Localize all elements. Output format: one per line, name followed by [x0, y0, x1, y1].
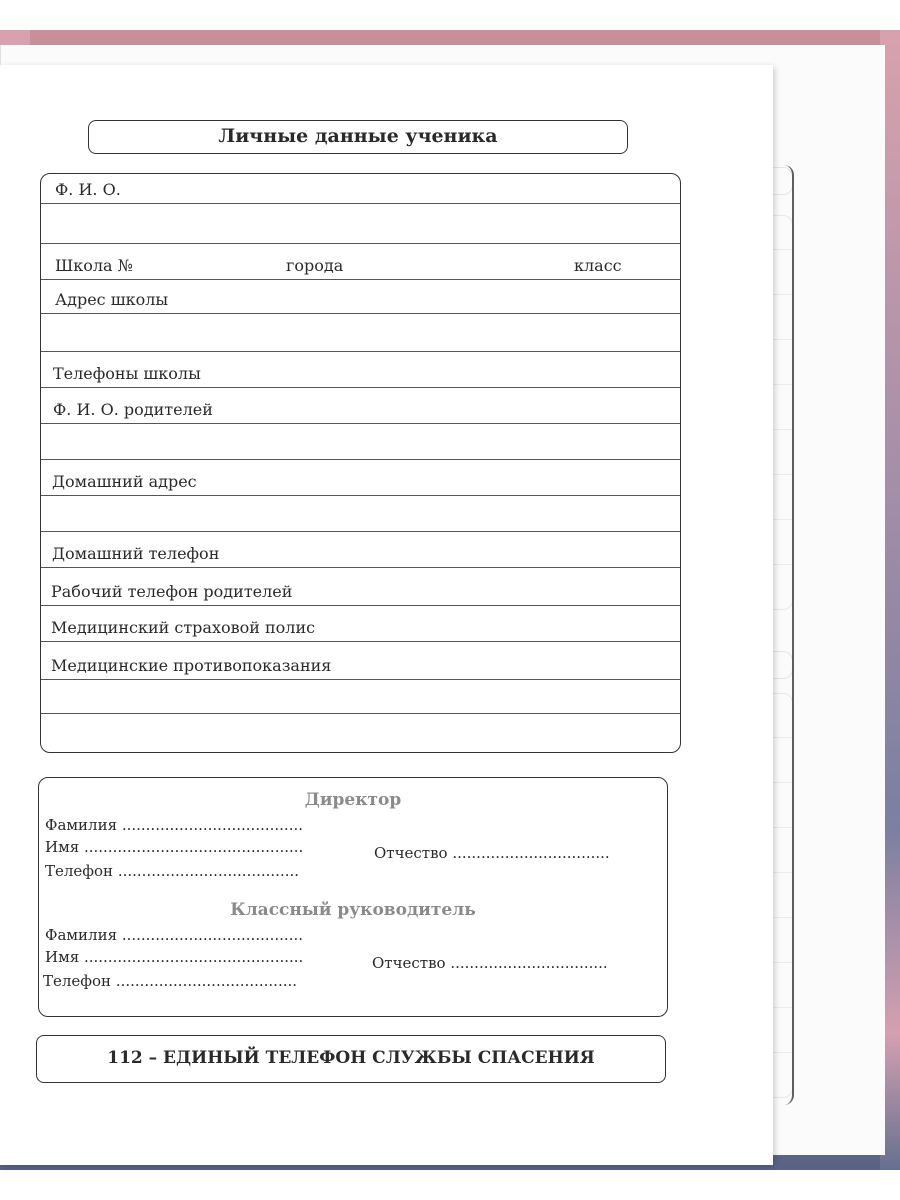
school-phones-row[interactable] [41, 352, 680, 388]
page-title: Личные данные ученика [88, 120, 628, 154]
back-page-frame-edge [778, 165, 794, 1105]
class-teacher-phone[interactable]: Телефон ...................................... [43, 972, 298, 990]
student-data-form [40, 173, 681, 753]
parents-work-phone-label: Рабочий телефон родителей [51, 582, 293, 601]
blank-row[interactable] [41, 496, 680, 532]
fio-row[interactable] [41, 174, 680, 204]
director-heading: Директор [304, 790, 402, 810]
parents-fio-row[interactable] [41, 388, 680, 424]
fio-label: Ф. И. О. [55, 180, 121, 199]
parents-work-phone-row[interactable] [41, 568, 680, 606]
class-teacher-surname[interactable]: Фамилия ...................................... [45, 926, 304, 944]
blank-row[interactable] [41, 680, 680, 714]
blank-row[interactable] [41, 314, 680, 352]
home-phone-label: Домашний телефон [52, 544, 220, 563]
blank-row[interactable] [41, 204, 680, 244]
class-teacher-patronymic[interactable]: Отчество ................................. [372, 954, 608, 972]
class-teacher-name[interactable]: Имя .............................................. [45, 948, 304, 966]
director-patronymic[interactable]: Отчество ................................. [374, 844, 610, 862]
rescue-phone-banner: 112 – ЕДИНЫЙ ТЕЛЕФОН СЛУЖБЫ СПАСЕНИЯ [36, 1035, 666, 1083]
school-no-label: Школа № [55, 256, 133, 275]
insurance-policy-label: Медицинский страховой полис [51, 618, 316, 637]
home-address-row[interactable] [41, 460, 680, 496]
parents-fio-label: Ф. И. О. родителей [53, 400, 213, 419]
school-address-row[interactable] [41, 280, 680, 314]
school-phones-label: Телефоны школы [53, 364, 201, 383]
director-phone[interactable]: Телефон ...................................... [45, 862, 300, 880]
diary-page [0, 65, 773, 1165]
contraindications-label: Медицинские противопоказания [51, 656, 332, 675]
blank-row[interactable] [41, 424, 680, 460]
class-teacher-heading: Классный руководитель [230, 900, 476, 920]
class-label: класс [574, 256, 622, 275]
city-label: города [286, 256, 344, 275]
director-surname[interactable]: Фамилия ...................................... [45, 816, 304, 834]
director-name[interactable]: Имя .............................................. [45, 838, 304, 856]
home-address-label: Домашний адрес [52, 472, 197, 491]
school-row[interactable] [41, 244, 680, 280]
staff-contacts [38, 777, 668, 1017]
school-address-label: Адрес школы [55, 290, 169, 309]
contraindications-row[interactable] [41, 642, 680, 680]
home-phone-row[interactable] [41, 532, 680, 568]
insurance-policy-row[interactable] [41, 606, 680, 642]
